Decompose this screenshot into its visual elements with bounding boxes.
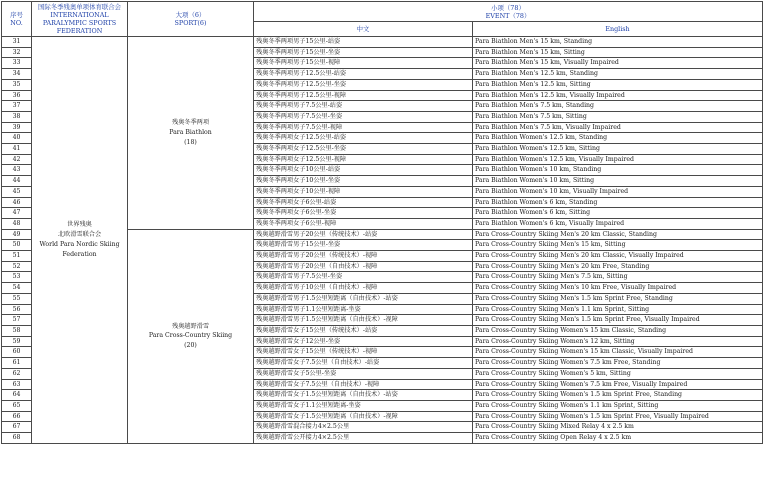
event-number: 59 [2,336,32,347]
event-number: 43 [2,165,32,176]
sport-name-en: Para Biathlon [169,128,212,136]
event-number: 47 [2,208,32,219]
event-name-english: Para Cross-Country Skiing Women's 5 km, Sitting [473,368,763,379]
event-name-english: Para Cross-Country Skiing Men's 7.5 km, Sitting [473,272,763,283]
event-name-chinese: 残奥越野滑雪女子5公里-坐姿 [254,368,473,379]
event-name-english: Para Biathlon Men's 7.5 km, Standing [473,101,763,112]
event-number: 34 [2,69,32,80]
event-number: 44 [2,176,32,187]
federation-name-zh2: 北欧滑雪联合会 [57,231,102,239]
federation-header-en: INTERNATIONAL PARALYMPIC SPORTS FEDERATION [42,11,117,35]
event-name-chinese: 残奥冬季两项男子12.5公里-坐姿 [254,79,473,90]
event-name-chinese: 残奥越野滑雪男子1.5公里短距离（自由技术）-视障 [254,315,473,326]
event-number: 35 [2,79,32,90]
seq-header [2,2,32,37]
event-name-english: Para Cross-Country Skiing Women's 1.1 km Sprint, Sitting [473,400,763,411]
event-name-english: Para Cross-Country Skiing Men's 1.1 km Sprint, Sitting [473,304,763,315]
event-name-english: Para Biathlon Men's 15 km, Sitting [473,47,763,58]
event-name-chinese: 残奥越野滑雪男子20公里（传统技术）-站姿 [254,229,473,240]
event-name-english: Para Cross-Country Skiing Mixed Relay 4 x 2.5 km [473,422,763,433]
event-rows [2,37,763,444]
event-number: 52 [2,261,32,272]
event-number: 54 [2,283,32,294]
event-number: 67 [2,422,32,433]
event-name-english: Para Biathlon Women's 10 km, Visually Impaired [473,186,763,197]
federation-cell [32,37,128,444]
event-number: 60 [2,347,32,358]
event-number: 50 [2,240,32,251]
event-name-chinese: 残奥越野滑雪男子1.5公里短距离（自由技术）-站姿 [254,293,473,304]
event-name-chinese: 残奥越野滑雪男子20公里（自由技术）-视障 [254,261,473,272]
event-name-chinese: 残奥越野滑雪男子15公里-坐姿 [254,240,473,251]
event-name-english: Para Cross-Country Skiing Men's 15 km, Sitting [473,240,763,251]
event-name-chinese: 残奥越野滑雪男子7.5公里-坐姿 [254,272,473,283]
sport-header-zh: 大项（6） [175,11,206,19]
sport-cell [128,37,254,230]
event-number: 46 [2,197,32,208]
event-name-english: Para Biathlon Women's 10 km, Standing [473,165,763,176]
event-name-english: Para Cross-Country Skiing Men's 1.5 km Sprint Free, Standing [473,293,763,304]
event-name-chinese: 残奥冬季两项女子10公里-站姿 [254,165,473,176]
event-name-chinese: 残奥越野滑雪女子7.5公里（自由技术）-站姿 [254,358,473,369]
event-name-english: Para Cross-Country Skiing Women's 7.5 km Free, Visually Impaired [473,379,763,390]
event-name-chinese: 残奥越野滑雪混合接力4×2.5公里 [254,422,473,433]
event-name-english: Para Cross-Country Skiing Open Relay 4 x 2.5 km [473,433,763,444]
event-name-english: Para Biathlon Men's 7.5 km, Sitting [473,111,763,122]
event-name-chinese: 残奥越野滑雪公开接力4×2.5公里 [254,433,473,444]
event-name-english: Para Biathlon Women's 12.5 km, Standing [473,133,763,144]
event-number: 66 [2,411,32,422]
event-number: 62 [2,368,32,379]
event-header [254,2,763,22]
event-name-english: Para Cross-Country Skiing Women's 12 km, Sitting [473,336,763,347]
event-name-english: Para Biathlon Men's 7.5 km, Visually Impaired [473,122,763,133]
event-header-en: EVENT（78） [485,11,531,20]
event-name-english: Para Biathlon Women's 12.5 km, Sitting [473,144,763,155]
event-name-chinese: 残奥冬季两项女子6公里-视障 [254,218,473,229]
event-name-chinese: 残奥越野滑雪女子7.5公里（自由技术）-视障 [254,379,473,390]
event-name-chinese: 残奥冬季两项女子12.5公里-视障 [254,154,473,165]
event-name-chinese: 残奥越野滑雪女子1.1公里短距离-坐姿 [254,400,473,411]
event-number: 42 [2,154,32,165]
event-name-english: Para Biathlon Women's 6 km, Standing [473,197,763,208]
sport-name-zh: 残奥冬季两项 [171,119,210,127]
sport-header [128,2,254,37]
table-row [2,37,763,48]
event-name-english: Para Biathlon Men's 12.5 km, Standing [473,69,763,80]
event-name-chinese: 残奥冬季两项男子15公里-站姿 [254,37,473,48]
event-name-chinese: 残奥冬季两项男子12.5公里-视障 [254,90,473,101]
event-name-english: Para Cross-Country Skiing Men's 20 km Classic, Standing [473,229,763,240]
sport-name-zh: 残奥越野滑雪 [171,322,210,330]
sport-name-en: Para Cross-Country Skiing [148,332,233,340]
event-name-english: Para Cross-Country Skiing Women's 1.5 km Sprint Free, Visually Impaired [473,411,763,422]
event-name-english: Para Cross-Country Skiing Women's 15 km Classic, Standing [473,325,763,336]
event-number: 61 [2,358,32,369]
seq-header-zh: 序号 [10,11,23,19]
english-column-header: English [473,22,763,37]
event-number: 55 [2,293,32,304]
event-number: 68 [2,433,32,444]
event-number: 41 [2,144,32,155]
event-name-english: Para Cross-Country Skiing Women's 1.5 km Sprint Free, Standing [473,390,763,401]
event-name-chinese: 残奥冬季两项男子12.5公里-站姿 [254,69,473,80]
event-name-chinese: 残奥冬季两项女子10公里-视障 [254,186,473,197]
event-name-english: Para Cross-Country Skiing Women's 15 km Classic, Visually Impaired [473,347,763,358]
event-name-chinese: 残奥越野滑雪男子1.1公里短距离-坐姿 [254,304,473,315]
event-name-chinese: 残奥越野滑雪女子15公里（传统技术）-视障 [254,347,473,358]
event-name-english: Para Biathlon Men's 15 km, Visually Impaired [473,58,763,69]
event-name-english: Para Biathlon Men's 12.5 km, Visually Impaired [473,90,763,101]
event-number: 38 [2,111,32,122]
sport-header-en: SPORT(6) [174,19,207,27]
event-name-chinese: 残奥冬季两项男子7.5公里-视障 [254,122,473,133]
event-name-english: Para Cross-Country Skiing Women's 7.5 km Free, Standing [473,358,763,369]
event-name-chinese: 残奥越野滑雪男子10公里（自由技术）-视障 [254,283,473,294]
event-number: 33 [2,58,32,69]
event-name-chinese: 残奥冬季两项男子7.5公里-站姿 [254,101,473,112]
event-name-chinese: 残奥冬季两项男子7.5公里-坐姿 [254,111,473,122]
event-number: 37 [2,101,32,112]
event-name-chinese: 残奥越野滑雪女子1.5公里短距离（自由技术）-视障 [254,411,473,422]
event-number: 64 [2,390,32,401]
event-number: 57 [2,315,32,326]
event-name-chinese: 残奥冬季两项男子15公里-坐姿 [254,47,473,58]
event-name-chinese: 残奥越野滑雪男子20公里（传统技术）-视障 [254,251,473,262]
event-number: 39 [2,122,32,133]
event-name-chinese: 残奥冬季两项女子12.5公里-坐姿 [254,144,473,155]
event-name-chinese: 残奥冬季两项女子10公里-坐姿 [254,176,473,187]
event-number: 40 [2,133,32,144]
event-number: 51 [2,251,32,262]
event-name-english: Para Biathlon Women's 12.5 km, Visually Impaired [473,154,763,165]
event-name-english: Para Biathlon Men's 15 km, Standing [473,37,763,48]
event-name-english: Para Biathlon Women's 6 km, Visually Impaired [473,218,763,229]
event-name-english: Para Cross-Country Skiing Men's 1.5 km Sprint Free, Visually Impaired [473,315,763,326]
event-number: 58 [2,325,32,336]
event-number: 36 [2,90,32,101]
event-header-zh: 小项（78） [491,3,525,12]
event-name-chinese: 残奥越野滑雪女子15公里（传统技术）-站姿 [254,325,473,336]
event-name-english: Para Biathlon Women's 10 km, Sitting [473,176,763,187]
event-name-english: Para Cross-Country Skiing Men's 20 km Free, Standing [473,261,763,272]
event-name-chinese: 残奥越野滑雪女子1.5公里短距离（自由技术）-站姿 [254,390,473,401]
events-table [1,1,763,444]
sport-name-count: (18) [184,138,197,146]
event-number: 53 [2,272,32,283]
event-number: 31 [2,37,32,48]
event-name-chinese: 残奥冬季两项女子6公里-坐姿 [254,208,473,219]
seq-header-en: NO. [10,19,23,27]
federation-name-zh1: 世界残奥 [67,221,92,229]
event-number: 32 [2,47,32,58]
event-name-chinese: 残奥冬季两项女子12.5公里-站姿 [254,133,473,144]
event-name-chinese: 残奥冬季两项女子6公里-站姿 [254,197,473,208]
event-name-english: Para Biathlon Women's 6 km, Sitting [473,208,763,219]
event-name-english: Para Cross-Country Skiing Men's 10 km Free, Visually Impaired [473,283,763,294]
event-number: 49 [2,229,32,240]
sport-name-count: (20) [184,342,197,350]
chinese-column-header: 中文 [254,22,473,37]
event-name-chinese: 残奥越野滑雪女子12公里-坐姿 [254,336,473,347]
federation-header-zh: 国际冬季残奥单项体育联合会 [37,3,122,11]
event-name-english: Para Cross-Country Skiing Men's 20 km Classic, Visually Impaired [473,251,763,262]
event-number: 63 [2,379,32,390]
event-number: 45 [2,186,32,197]
event-number: 65 [2,400,32,411]
event-number: 56 [2,304,32,315]
sport-cell [128,229,254,443]
federation-header [32,2,128,37]
event-name-english: Para Biathlon Men's 12.5 km, Sitting [473,79,763,90]
federation-name-en: World Para Nordic Skiing Federation [39,240,120,258]
event-number: 48 [2,218,32,229]
event-name-chinese: 残奥冬季两项男子15公里-视障 [254,58,473,69]
